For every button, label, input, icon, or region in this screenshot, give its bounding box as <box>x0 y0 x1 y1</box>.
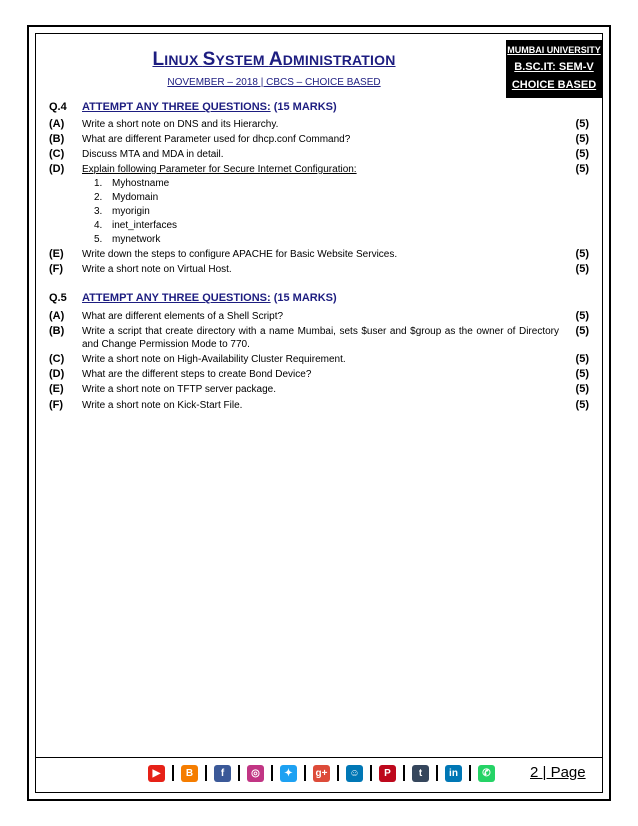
question-row <box>49 133 589 146</box>
page-title: LINUX SYSTEM ADMINISTRATION <box>152 49 396 70</box>
question-row <box>49 263 589 276</box>
question-text: Write a short note on DNS and its Hierarchy. <box>82 119 279 130</box>
question-text: What are the different steps to create Bond Device? <box>82 369 312 380</box>
icon-separator <box>370 765 372 781</box>
question-row <box>49 383 589 396</box>
badge-university: MUMBAI UNIVERSITY <box>507 45 601 55</box>
pinterest-icon[interactable]: P <box>379 765 396 782</box>
q5-heading <box>49 292 337 304</box>
question-text: Write a short note on High-Availability Cluster Requirement. <box>82 354 346 365</box>
question-row <box>49 399 589 412</box>
question-label: (C) <box>49 148 65 160</box>
footer-divider <box>35 757 603 758</box>
question-marks: (5) <box>575 133 589 145</box>
sub-item: 1. Myhostname <box>94 178 170 189</box>
question-text: Write a short note on Virtual Host. <box>82 264 232 275</box>
question-label: (C) <box>49 353 65 365</box>
question-marks: (5) <box>575 248 589 260</box>
question-label: (E) <box>49 383 64 395</box>
icon-separator <box>238 765 240 781</box>
page-number: 2 | Page <box>530 764 586 781</box>
question-marks: (5) <box>575 399 589 411</box>
sub-item: 4. inet_interfaces <box>94 220 178 231</box>
slideshare-icon[interactable]: ☺ <box>346 765 363 782</box>
question-row <box>49 148 589 161</box>
question-marks: (5) <box>575 310 589 322</box>
question-text: What are different Parameter used for dhcp.conf Command? <box>82 134 351 145</box>
page-border-inner <box>35 33 603 793</box>
q4-instruction: ATTEMPT ANY THREE QUESTIONS: <box>82 101 271 113</box>
question-marks: (5) <box>575 383 589 395</box>
q5-instruction: ATTEMPT ANY THREE QUESTIONS: <box>82 292 271 304</box>
q4-heading <box>49 101 337 113</box>
facebook-icon[interactable]: f <box>214 765 231 782</box>
question-marks: (5) <box>575 353 589 365</box>
question-marks: (5) <box>575 163 589 175</box>
question-marks: (5) <box>575 263 589 275</box>
icon-separator <box>469 765 471 781</box>
question-text: Write a short note on TFTP server package. <box>82 384 276 395</box>
youtube-icon[interactable]: ▶ <box>148 765 165 782</box>
icon-separator <box>271 765 273 781</box>
whatsapp-icon[interactable]: ✆ <box>478 765 495 782</box>
icon-separator <box>403 765 405 781</box>
q5-marks-note: (15 MARKS) <box>270 292 337 304</box>
question-text: Discuss MTA and MDA in detail. <box>82 149 224 160</box>
instagram-icon[interactable]: ◎ <box>247 765 264 782</box>
question-marks: (5) <box>575 118 589 130</box>
university-badge <box>506 40 602 98</box>
googleplus-icon[interactable]: g+ <box>313 765 330 782</box>
question-marks: (5) <box>575 325 589 337</box>
question-text: Explain following Parameter for Secure Internet Configuration: <box>82 164 357 175</box>
question-label: (D) <box>49 163 65 175</box>
question-text: What are different elements of a Shell Script? <box>82 311 284 322</box>
page-subtitle: NOVEMBER – 2018 | CBCS – CHOICE BASED <box>167 77 381 88</box>
question-row <box>49 310 589 323</box>
twitter-icon[interactable]: ✦ <box>280 765 297 782</box>
question-label: (E) <box>49 248 64 260</box>
q5-number: Q.5 <box>49 292 67 304</box>
question-marks: (5) <box>575 368 589 380</box>
social-icons-bar <box>148 764 495 782</box>
question-row <box>49 248 589 261</box>
question-text: Write a short note on Kick-Start File. <box>82 400 243 411</box>
linkedin-icon[interactable]: in <box>445 765 462 782</box>
sub-item: 5. mynetwork <box>94 234 161 245</box>
icon-separator <box>205 765 207 781</box>
question-text: Write down the steps to configure APACHE for Basic Website Services. <box>82 249 398 260</box>
question-label: (F) <box>49 399 64 411</box>
question-marks: (5) <box>575 148 589 160</box>
question-label: (F) <box>49 263 64 275</box>
icon-separator <box>172 765 174 781</box>
question-row <box>49 118 589 131</box>
badge-course: B.SC.IT: SEM-V <box>514 61 594 73</box>
question-label: (B) <box>49 133 65 145</box>
icon-separator <box>436 765 438 781</box>
icon-separator <box>337 765 339 781</box>
icon-separator <box>304 765 306 781</box>
question-label: (B) <box>49 325 65 337</box>
question-row <box>49 163 589 176</box>
question-row <box>49 353 589 366</box>
badge-scheme: CHOICE BASED <box>511 79 597 91</box>
blogger-icon[interactable]: B <box>181 765 198 782</box>
question-label: (A) <box>49 118 65 130</box>
question-row <box>49 325 589 351</box>
tumblr-icon[interactable]: t <box>412 765 429 782</box>
sub-item: 2. Mydomain <box>94 192 159 203</box>
q4-marks-note: (15 MARKS) <box>270 101 337 113</box>
question-label: (A) <box>49 310 65 322</box>
q4-number: Q.4 <box>49 101 67 113</box>
sub-item: 3. myorigin <box>94 206 150 217</box>
question-label: (D) <box>49 368 65 380</box>
question-row <box>49 368 589 381</box>
question-text: Write a script that create directory with a name Mumbai, sets $user and $group as the owner of Directory and Change Permission Mode to 770. <box>82 326 559 350</box>
